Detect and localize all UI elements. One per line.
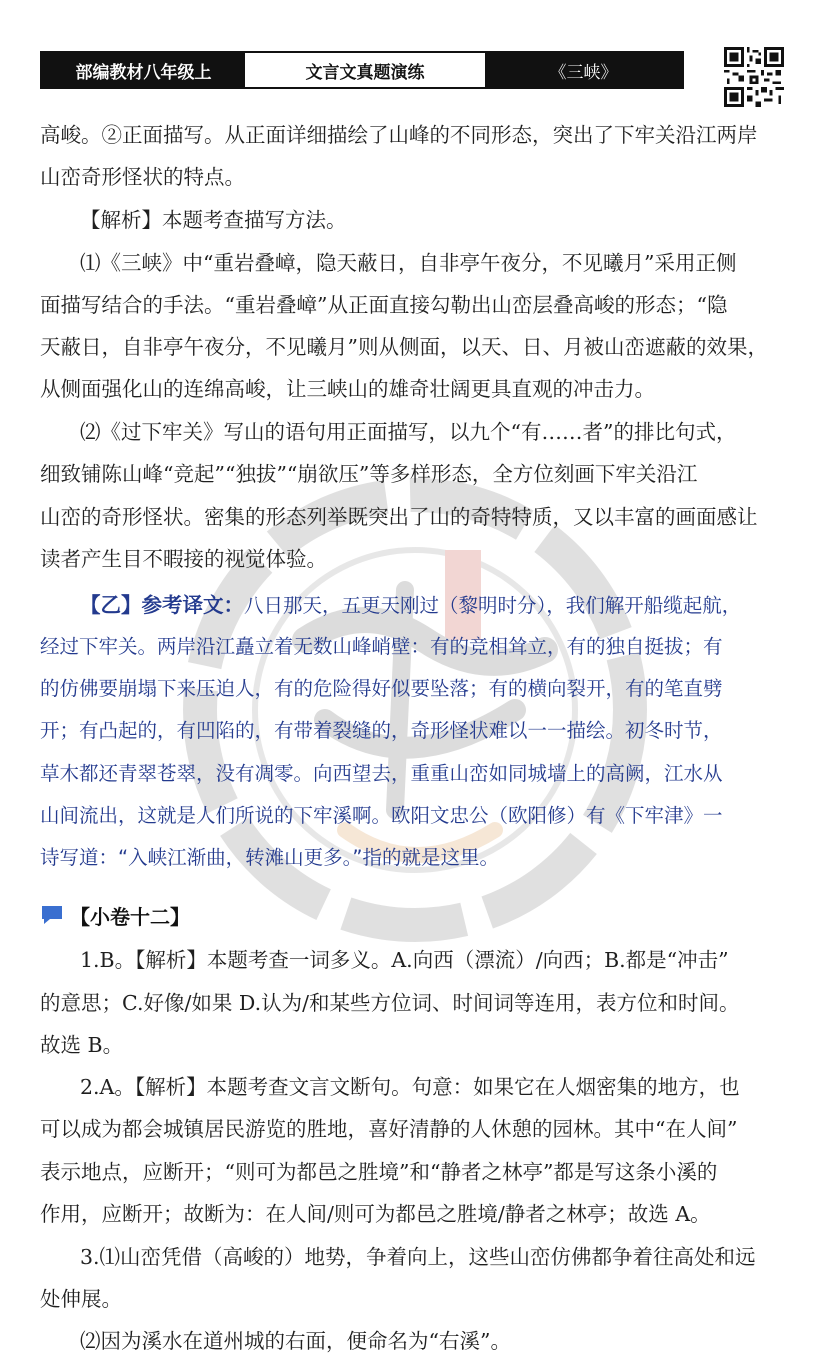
text-line: 从侧面强化山的连绵高峻，让三峡山的雄奇壮阔更具直观的冲击力。 xyxy=(40,377,655,401)
text-line: ⑵《过下牢关》写山的语句用正面描写，以九个“有……者”的排比句式， xyxy=(80,420,737,444)
text-line: ⑴《三峡》中“重岩叠嶂，隐天蔽日，自非亭午夜分，不见曦月”采用正侧 xyxy=(80,251,737,275)
translation-text: 八日那天，五更天刚过（黎明时分），我们解开船缆起航， xyxy=(244,594,742,617)
qr-code-icon xyxy=(724,47,784,107)
answer-line: ⑵因为溪水在道州城的右面，便命名为“右溪”。 xyxy=(80,1329,511,1353)
translation-line: 草木都还青翠苍翠，没有凋零。向西望去，重重山峦如同城墙上的高阙，江水从 xyxy=(40,762,723,785)
header-band xyxy=(40,51,684,89)
answer-line: 处伸展。 xyxy=(40,1287,122,1311)
answer-line: 的意思；C.好像/如果 D.认为/和某些方位词、时间词等连用，表方位和时间。 xyxy=(40,991,740,1015)
text-line: 面描写结合的手法。“重岩叠嶂”从正面直接勾勒出山峦层叠高峻的形态；“隐 xyxy=(40,293,728,317)
answer-line: 可以成为都会城镇居民游览的胜地，喜好清静的人休憩的园林。其中“在人间” xyxy=(40,1117,738,1141)
translation-line: 诗写道：“入峡江渐曲，转滩山更多。”指的就是这里。 xyxy=(40,846,499,869)
section-title-text: 【小卷十二】 xyxy=(70,904,190,929)
translation-line: 的仿佛要崩塌下来压迫人，有的危险得好似要坠落；有的横向裂开，有的笔直劈 xyxy=(40,677,723,700)
translation-label: 【乙】参考译文： xyxy=(80,593,244,617)
translation-line: 经过下牢关。两岸沿江矗立着无数山峰峭壁：有的竞相耸立，有的独自挺拔；有 xyxy=(40,635,723,658)
text-line: 天蔽日，自非亭午夜分，不见曦月”则从侧面，以天、日、月被山峦遮蔽的效果， xyxy=(40,335,768,359)
analysis-heading: 【解析】本题考查描写方法。 xyxy=(80,208,347,232)
translation-line: 开；有凸起的，有凹陷的，有带着裂缝的，奇形怪状难以一一描绘。初冬时节， xyxy=(40,719,723,742)
header-topic: 文言文真题演练 xyxy=(245,53,485,87)
answer-line: 作用，应断开；故断为：在人间/则可为都邑之胜境/静者之林亭；故选 A。 xyxy=(40,1202,711,1226)
translation-line: 山间流出，这就是人们所说的下牢溪啊。欧阳文忠公（欧阳修）有《下牢津》一 xyxy=(40,804,723,827)
translation-first-line xyxy=(80,588,792,622)
text-line: 山峦奇形怪状的特点。 xyxy=(40,165,245,189)
text-line: 山峦的奇形怪状。密集的形态列举既突出了山的奇特特质，又以丰富的画面感让 xyxy=(40,505,758,529)
answer-line: 故选 B。 xyxy=(40,1033,124,1057)
text-line: 细致铺陈山峰“竞起”“独拔”“崩欲压”等多样形态，全方位刻画下牢关沿江 xyxy=(40,462,698,486)
speech-bubble-icon xyxy=(40,904,64,926)
text-line: 读者产生目不暇接的视觉体验。 xyxy=(40,547,327,571)
section-title xyxy=(40,900,190,930)
header-grade: 部编教材八年级上 xyxy=(42,53,245,87)
answer-line: 表示地点，应断开；“则可为都邑之胜境”和“静者之林亭”都是写这条小溪的 xyxy=(40,1160,718,1184)
answer-line: 2.A。【解析】本题考查文言文断句。句意：如果它在人烟密集的地方，也 xyxy=(80,1075,740,1099)
header-lesson: 《三峡》 xyxy=(485,53,682,87)
answer-line: 3.⑴山峦凭借（高峻的）地势，争着向上，这些山峦仿佛都争着往高处和远 xyxy=(80,1245,756,1269)
text-line: 高峻。②正面描写。从正面详细描绘了山峰的不同形态，突出了下牢关沿江两岸 xyxy=(40,123,758,147)
answer-line: 1.B。【解析】本题考查一词多义。A.向西（漂流）/向西；B.都是“冲击” xyxy=(80,948,729,972)
